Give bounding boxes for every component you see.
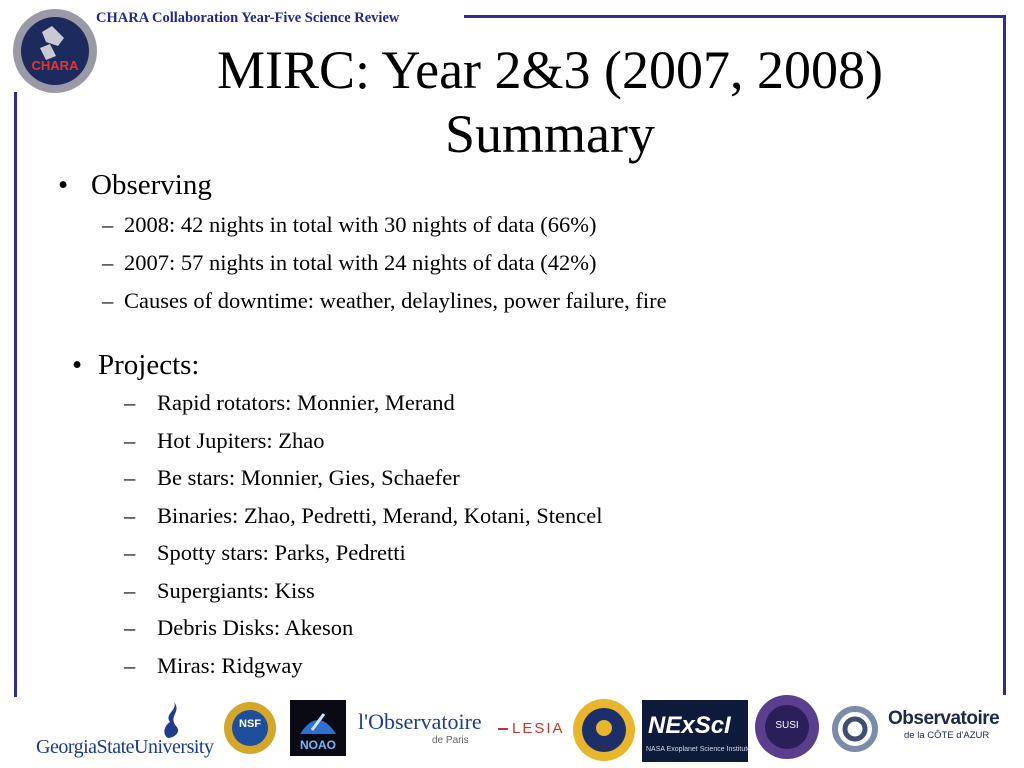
- list-item: [102, 282, 667, 320]
- dash-mark: –: [102, 250, 114, 275]
- susi-label: SUSI: [775, 720, 799, 731]
- list-item-text: 2008: 42 nights in total with 30 nights of data (66%): [124, 212, 597, 237]
- projects-list: [124, 384, 603, 684]
- dash-mark: –: [124, 652, 136, 678]
- lesia-bar: [498, 728, 508, 730]
- georgia-state-university-logo: [36, 700, 216, 764]
- list-item-text: Binaries: Zhao, Pedretti, Merand, Kotani, Stencel: [157, 502, 603, 528]
- observatoire-de-paris-logo: [358, 705, 488, 753]
- frame-right-line: [1003, 15, 1006, 695]
- list-item-text: Miras: Ridgway: [157, 652, 303, 678]
- list-item: [102, 244, 667, 282]
- list-item-text: Debris Disks: Akeson: [157, 615, 354, 640]
- list-item: [124, 422, 603, 460]
- svg-text:CHARA: CHARA: [31, 58, 79, 73]
- title-line-2: Summary: [445, 104, 655, 164]
- lesia-logo: [498, 718, 564, 740]
- projects-bullet: [72, 348, 603, 382]
- list-item: [124, 459, 603, 497]
- obs-paris-wordmark: l'Observatoire: [358, 709, 482, 734]
- nsf-logo: [222, 700, 278, 756]
- oca-wordmark: Observatoire: [888, 708, 1000, 729]
- list-item: [124, 609, 603, 647]
- observatoire-cote-azur-logo: [888, 708, 1008, 748]
- bullet-mark: •: [72, 349, 83, 381]
- telescope-dome-icon: [290, 700, 346, 740]
- susi-logo: [754, 694, 820, 760]
- nexsci-sub: NASA Exoplanet Science Institute: [646, 746, 752, 753]
- projects-heading: Projects:: [98, 349, 200, 381]
- list-item: [124, 384, 603, 422]
- slide-title: [110, 38, 990, 166]
- dash-mark: –: [124, 427, 136, 453]
- swirl-logo: [830, 704, 880, 754]
- nsf-label: NSF: [239, 718, 261, 730]
- dash-mark: –: [124, 577, 136, 603]
- title-line-1: MIRC: Year 2&3 (2007, 2008): [216, 40, 883, 100]
- nexsci-logo: [642, 700, 752, 762]
- observing-section: [58, 168, 667, 320]
- observing-heading: Observing: [91, 169, 212, 201]
- list-item-text: 2007: 57 nights in total with 24 nights of data (42%): [124, 250, 597, 275]
- dash-mark: –: [124, 615, 136, 640]
- list-item-text: Rapid rotators: Monnier, Merand: [157, 390, 455, 415]
- dash-mark: –: [124, 465, 136, 490]
- umich-year: 1817: [595, 742, 613, 751]
- swirl-icon: [830, 704, 880, 754]
- dash-mark: –: [124, 390, 136, 415]
- oca-sub: de la CÔTE d'AZUR: [904, 730, 990, 741]
- list-item: [124, 534, 603, 572]
- list-item-text: Hot Jupiters: Zhao: [157, 427, 325, 453]
- noao-logo: [290, 700, 346, 756]
- dash-mark: –: [102, 288, 114, 313]
- chara-logo: [12, 8, 98, 94]
- conference-header: CHARA Collaboration Year-Five Science Review: [96, 10, 400, 26]
- frame-left-line: [14, 92, 17, 697]
- frame-top-line: [464, 15, 1006, 18]
- university-of-michigan-seal: [572, 698, 636, 762]
- list-item-text: Spotty stars: Parks, Pedretti: [157, 540, 406, 565]
- projects-section: [72, 348, 603, 684]
- list-item: [102, 206, 667, 244]
- noao-label: NOAO: [300, 738, 336, 752]
- flame-icon: [154, 700, 194, 740]
- dash-mark: –: [124, 502, 136, 528]
- umich-seal-icon: [572, 698, 636, 762]
- obs-paris-sub: de Paris: [432, 735, 469, 746]
- observing-list: [102, 206, 667, 320]
- list-item: [124, 572, 603, 610]
- list-item: [124, 647, 603, 685]
- observing-bullet: [58, 168, 667, 202]
- list-item-text: Supergiants: Kiss: [157, 577, 315, 603]
- dash-mark: –: [124, 540, 136, 565]
- list-item: [124, 497, 603, 535]
- gsu-wordmark: GeorgiaStateUniversity: [36, 736, 214, 758]
- bullet-mark: •: [58, 169, 69, 201]
- lesia-label: LESIA: [512, 720, 565, 737]
- nexsci-label: NExScI: [648, 712, 731, 739]
- list-item-text: Be stars: Monnier, Gies, Schaefer: [157, 465, 460, 490]
- dash-mark: –: [102, 212, 114, 237]
- list-item-text: Causes of downtime: weather, delaylines, power failure, fire: [124, 288, 667, 313]
